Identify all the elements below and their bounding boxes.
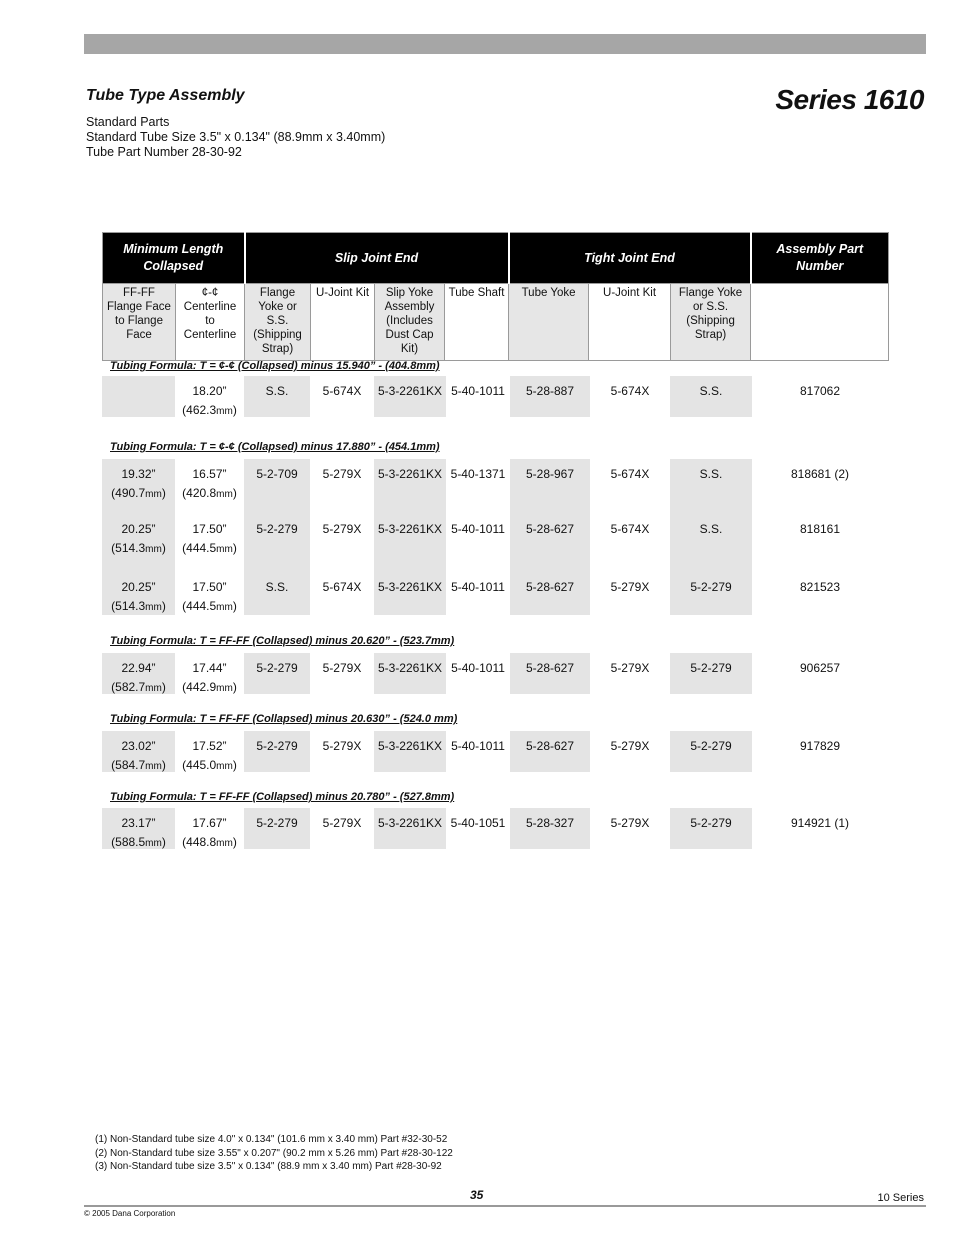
- length-mm: (490.7mm): [111, 486, 166, 500]
- length-mm: (448.8mm): [182, 835, 237, 849]
- table-cell-ujoint-tight: 5-279X: [610, 816, 650, 830]
- intro-line: Tube Part Number 28-30-92: [86, 145, 242, 159]
- table-cell-flange-yoke: 5-2-279: [256, 739, 298, 753]
- table-cell-slip-yoke: 5-3-2261KX: [377, 816, 443, 830]
- parts-table-header: [102, 232, 889, 361]
- table-cell-ff: [102, 459, 175, 506]
- mm-unit: mm: [216, 683, 233, 694]
- group-slip-joint: Slip Joint End: [245, 233, 509, 284]
- mm-value: 444.5: [186, 541, 217, 555]
- table-cell-tube-shaft: 5-40-1011: [451, 522, 505, 536]
- intro-line: Standard Tube Size 3.5" x 0.134" (88.9mm x 3.40mm): [86, 130, 386, 144]
- table-cell-ujoint-tight: 5-674X: [610, 384, 650, 398]
- table-cell-tube-yoke: 5-28-627: [525, 661, 575, 675]
- table-cell-slip-yoke: 5-3-2261KX: [377, 739, 443, 753]
- length-mm: (582.7mm): [111, 680, 166, 694]
- mm-value: 582.7: [115, 680, 146, 694]
- length-mm: (514.3mm): [111, 599, 166, 613]
- footnote: (2) Non-Standard tube size 3.55" x 0.207" (90.2 mm x 5.26 mm) Part #28-30-122: [95, 1147, 453, 1159]
- col-tube-shaft: Tube Shaft: [445, 284, 509, 361]
- table-cell-slip-yoke: 5-3-2261KX: [377, 384, 443, 398]
- table-cell-ff: [102, 376, 175, 423]
- col-flange-tight: Flange Yoke or S.S. (Shipping Strap): [671, 284, 751, 361]
- tubing-formula: Tubing Formula: T = FF-FF (Collapsed) minus 20.780” - (527.8mm): [110, 791, 455, 803]
- length-inches: 19.32”: [121, 467, 156, 481]
- table-cell-ujoint-tight: 5-279X: [610, 580, 650, 594]
- table-cell-tube-shaft: 5-40-1011: [451, 739, 505, 753]
- length-mm: (588.5mm): [111, 835, 166, 849]
- table-cell-ff: [102, 514, 175, 561]
- footer-series-label: 10 Series: [877, 1192, 924, 1204]
- table-cell-cl: [175, 514, 244, 561]
- mm-value: 588.5: [115, 835, 146, 849]
- table-cell-flange-tight: S.S.: [699, 522, 723, 536]
- table-cell-ff: [102, 653, 175, 700]
- table-cell-slip-yoke: 5-3-2261KX: [377, 661, 443, 675]
- mm-unit: mm: [145, 683, 162, 694]
- col-cl: ¢-¢ Centerline to Centerline: [176, 284, 245, 361]
- mm-value: 514.3: [115, 599, 146, 613]
- table-cell-ujoint-slip: 5-279X: [322, 739, 362, 753]
- table-cell-flange-tight: S.S.: [699, 384, 723, 398]
- table-cell-slip-yoke: 5-3-2261KX: [377, 522, 443, 536]
- table-cell-flange-yoke: 5-2-709: [256, 467, 298, 481]
- table-cell-tube-shaft: 5-40-1011: [451, 661, 505, 675]
- table-cell-assembly: 818681 (2): [790, 467, 850, 481]
- table-cell-ujoint-tight: 5-279X: [610, 661, 650, 675]
- mm-unit: mm: [216, 406, 233, 417]
- table-cell-tube-yoke: 5-28-327: [525, 816, 575, 830]
- table-cell-ujoint-slip: 5-279X: [322, 661, 362, 675]
- length-inches: 18.20”: [192, 384, 227, 398]
- length-mm: (445.0mm): [182, 758, 237, 772]
- table-cell-tube-shaft: 5-40-1371: [450, 467, 506, 481]
- table-cell-tube-yoke: 5-28-627: [525, 739, 575, 753]
- mm-unit: mm: [145, 838, 162, 849]
- table-cell-ujoint-slip: 5-674X: [322, 580, 362, 594]
- col-ujoint-slip: U-Joint Kit: [311, 284, 375, 361]
- length-inches: 20.25”: [121, 580, 156, 594]
- col-tube-yoke: Tube Yoke: [509, 284, 589, 361]
- tubing-formula: Tubing Formula: T = FF-FF (Collapsed) minus 20.620” - (523.7mm): [110, 635, 455, 647]
- table-cell-slip-yoke: 5-3-2261KX: [377, 467, 443, 481]
- table-cell-flange-yoke: S.S.: [265, 384, 289, 398]
- footnote: (1) Non-Standard tube size 4.0" x 0.134" (101.6 mm x 3.40 mm) Part #32-30-52: [95, 1134, 448, 1145]
- table-cell-ff: [102, 808, 175, 855]
- copyright: © 2005 Dana Corporation: [84, 1209, 176, 1218]
- length-mm: (420.8mm): [182, 486, 237, 500]
- table-cell-flange-yoke: S.S.: [265, 580, 289, 594]
- table-cell-tube-yoke: 5-28-627: [525, 522, 575, 536]
- top-bar: [84, 34, 926, 54]
- table-cell-assembly: 817062: [799, 384, 841, 398]
- table-cell-tube-yoke: 5-28-967: [525, 467, 575, 481]
- footnotes: [95, 1133, 453, 1174]
- footnote: (3) Non-Standard tube size 3.5" x 0.134" (88.9 mm x 3.40 mm) Part #28-30-92: [95, 1161, 442, 1172]
- mm-unit: mm: [145, 761, 162, 772]
- group-assembly: Assembly Part Number: [751, 233, 889, 284]
- mm-unit: mm: [216, 838, 233, 849]
- table-cell-assembly: 821523: [799, 580, 841, 594]
- mm-value: 584.7: [115, 758, 146, 772]
- table-cell-flange-tight: S.S.: [699, 467, 723, 481]
- table-cell-cl: [175, 731, 244, 778]
- mm-value: 442.9: [186, 680, 217, 694]
- table-cell-tube-shaft: 5-40-1011: [451, 384, 505, 398]
- table-cell-ujoint-tight: 5-674X: [610, 467, 650, 481]
- footer-rule: [84, 1205, 926, 1207]
- table-cell-flange-tight: 5-2-279: [690, 661, 732, 675]
- col-assembly: [751, 284, 889, 361]
- table-cell-assembly: 818161: [799, 522, 841, 536]
- mm-value: 490.7: [115, 486, 146, 500]
- length-inches: 17.50”: [192, 580, 227, 594]
- length-mm: (462.3mm): [182, 403, 237, 417]
- table-cell-assembly: 917829: [799, 739, 841, 753]
- table-cell-slip-yoke: 5-3-2261KX: [377, 580, 443, 594]
- col-ff: FF-FF Flange Face to Flange Face: [103, 284, 176, 361]
- group-min-length: Minimum Length Collapsed: [103, 233, 245, 284]
- col-ujoint-tight: U-Joint Kit: [589, 284, 671, 361]
- table-cell-ujoint-slip: 5-279X: [322, 816, 362, 830]
- length-inches: 17.44”: [192, 661, 227, 675]
- table-cell-tube-yoke: 5-28-627: [525, 580, 575, 594]
- table-cell-flange-tight: 5-2-279: [690, 816, 732, 830]
- table-cell-cl: [175, 653, 244, 700]
- table-cell-tube-shaft: 5-40-1011: [451, 580, 505, 594]
- intro-text: [86, 115, 385, 160]
- length-mm: (444.5mm): [182, 599, 237, 613]
- mm-value: 462.3: [186, 403, 217, 417]
- section-title: Tube Type Assembly: [86, 87, 245, 104]
- mm-unit: mm: [216, 602, 233, 613]
- table-cell-assembly: 906257: [799, 661, 841, 675]
- mm-unit: mm: [216, 544, 233, 555]
- length-mm: (444.5mm): [182, 541, 237, 555]
- table-cell-ff: [102, 572, 175, 619]
- length-inches: 23.02”: [121, 739, 156, 753]
- mm-unit: mm: [216, 489, 233, 500]
- table-cell-cl: [175, 572, 244, 619]
- mm-unit: mm: [145, 602, 162, 613]
- length-inches: 16.57”: [192, 467, 227, 481]
- mm-value: 420.8: [186, 486, 217, 500]
- length-mm: (442.9mm): [182, 680, 237, 694]
- table-cell-cl: [175, 808, 244, 855]
- length-inches: 17.50”: [192, 522, 227, 536]
- length-inches: 23.17”: [121, 816, 156, 830]
- length-inches: 17.67”: [192, 816, 227, 830]
- table-cell-ujoint-slip: 5-279X: [322, 522, 362, 536]
- table-cell-assembly: 914921 (1): [790, 816, 850, 830]
- table-cell-flange-yoke: 5-2-279: [256, 661, 298, 675]
- table-cell-ujoint-slip: 5-674X: [322, 384, 362, 398]
- table-cell-flange-tight: 5-2-279: [690, 580, 732, 594]
- table-cell-ujoint-tight: 5-279X: [610, 739, 650, 753]
- table-cell-ujoint-tight: 5-674X: [610, 522, 650, 536]
- intro-line: Standard Parts: [86, 115, 170, 129]
- length-inches: 20.25”: [121, 522, 156, 536]
- table-cell-ff: [102, 731, 175, 778]
- tubing-formula: Tubing Formula: T = ¢-¢ (Collapsed) minus 15.940” - (404.8mm): [110, 360, 440, 372]
- table-cell-ujoint-slip: 5-279X: [322, 467, 362, 481]
- tubing-formula: Tubing Formula: T = ¢-¢ (Collapsed) minus 17.880” - (454.1mm): [110, 441, 440, 453]
- tubing-formula: Tubing Formula: T = FF-FF (Collapsed) minus 20.630” - (524.0 mm): [110, 713, 458, 725]
- table-cell-tube-shaft: 5-40-1051: [450, 816, 506, 830]
- length-mm: (584.7mm): [111, 758, 166, 772]
- series-title: Series 1610: [775, 84, 924, 115]
- table-cell-cl: [175, 459, 244, 506]
- mm-value: 445.0: [186, 758, 217, 772]
- mm-value: 448.8: [186, 835, 217, 849]
- length-inches: 17.52”: [192, 739, 227, 753]
- mm-unit: mm: [145, 489, 162, 500]
- col-flange-yoke: Flange Yoke or S.S. (Shipping Strap): [245, 284, 311, 361]
- length-mm: (514.3mm): [111, 541, 166, 555]
- table-cell-cl: [175, 376, 244, 423]
- col-slip-yoke: Slip Yoke Assembly (Includes Dust Cap Kit): [375, 284, 445, 361]
- table-cell-flange-tight: 5-2-279: [690, 739, 732, 753]
- table-cell-flange-yoke: 5-2-279: [256, 816, 298, 830]
- mm-value: 514.3: [115, 541, 146, 555]
- table-cell-flange-yoke: 5-2-279: [256, 522, 298, 536]
- mm-unit: mm: [145, 544, 162, 555]
- group-tight-joint: Tight Joint End: [509, 233, 751, 284]
- mm-unit: mm: [216, 761, 233, 772]
- mm-value: 444.5: [186, 599, 217, 613]
- page-number: 35: [470, 1188, 484, 1202]
- length-inches: 22.94”: [121, 661, 156, 675]
- table-cell-tube-yoke: 5-28-887: [525, 384, 575, 398]
